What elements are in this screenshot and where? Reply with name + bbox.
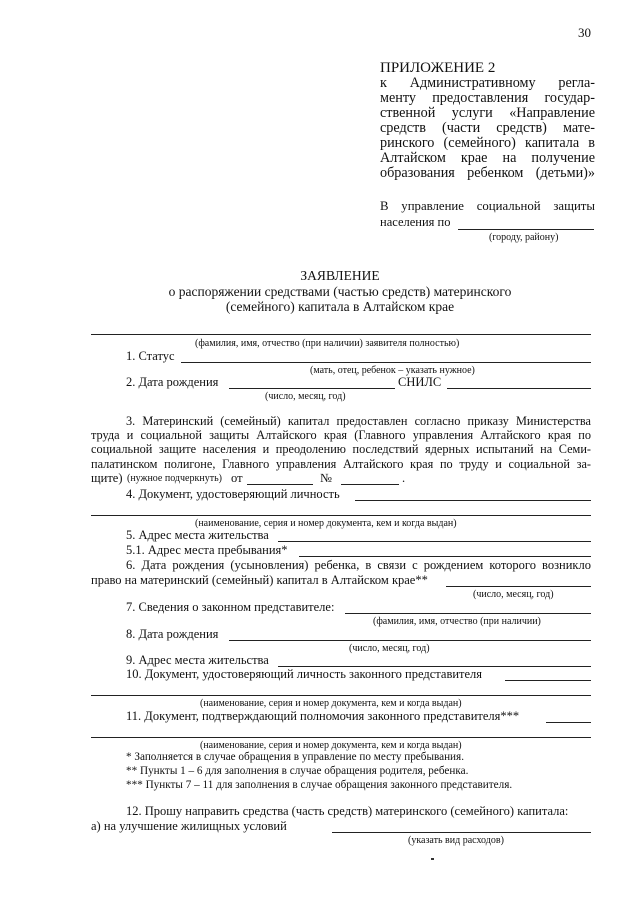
representative-birth-hint: (число, месяц, год) (349, 643, 430, 654)
appendix-line: ственной услуги «Направление (380, 105, 595, 121)
identity-doc-field[interactable] (355, 500, 591, 501)
order-number-label: № (320, 471, 332, 485)
appendix-line: к Административному регла- (380, 75, 595, 91)
appendix-line: средств (части средств) мате- (380, 120, 595, 136)
snils-field[interactable] (447, 388, 591, 389)
footnote: * Заполняется в случае обращения в управление по месту пребывания. (126, 751, 464, 763)
scan-speck (431, 858, 434, 860)
addressee-line: населения по (380, 215, 451, 229)
representative-doc-hint: (наименование, серия и номер документа, кем и когда выдан) (200, 698, 462, 709)
appendix-line: менту предоставления государ- (380, 90, 595, 106)
representative-doc-label: 10. Документ, удостоверяющий личность законного представителя (126, 667, 483, 681)
status-label: 1. Статус (126, 349, 175, 363)
paragraph-line: труда и социальной защиты Алтайского края (Главного управления Алтайского края по (91, 428, 591, 443)
identity-doc-hint: (наименование, серия и номер документа, кем и когда выдан) (195, 518, 457, 529)
representative-doc-field-continuation[interactable] (91, 695, 591, 696)
representative-address-label: 9. Адрес места жительства (126, 653, 269, 667)
page-number: 30 (578, 25, 591, 40)
order-date-label: от (231, 471, 243, 485)
representative-birth-label: 8. Дата рождения (126, 627, 219, 641)
birth-date-field[interactable] (229, 388, 395, 389)
paragraph-line: палатинском полигоне, Главного управления Алтайского края по труду и социальной за- (91, 456, 591, 471)
child-birth-hint: (число, месяц, год) (473, 589, 554, 600)
paragraph-line: щите) (91, 471, 123, 485)
paragraph-line: 3. Материнский (семейный) капитал предоставлен согласно приказу Министерства (126, 414, 591, 428)
request-label: 12. Прошу направить средства (часть средств) материнского (семейного) капитала: (126, 804, 569, 818)
addressee-line: В управление социальной защиты (380, 199, 595, 213)
representative-name-field[interactable] (345, 613, 591, 614)
expense-type-hint: (указать вид расходов) (408, 835, 504, 846)
authority-doc-field[interactable] (546, 722, 591, 723)
capital-grant-paragraph (91, 414, 591, 471)
appendix-line: ринского (семейного) капитала в (380, 135, 595, 151)
residence-address-label: 5. Адрес места жительства (126, 528, 269, 542)
representative-doc-field[interactable] (505, 680, 591, 681)
document-subtitle: (семейного) капитала в Алтайском крае (225, 299, 455, 314)
paragraph-line: социальной защите населения и преодолению последствий ядерных испытаний на Семи- (91, 442, 591, 457)
identity-doc-field-continuation[interactable] (91, 515, 591, 516)
underline-hint: (нужное подчеркнуть) (127, 473, 222, 484)
appendix-line: образования ребенком (детьми)» (380, 165, 595, 181)
document-subtitle: о распоряжении средствами (частью средств) материнского (168, 284, 512, 299)
child-birth-label: 6. Дата рождения (усыновления) ребенка, в связи с рождением которого возникло (126, 558, 591, 572)
status-field[interactable] (181, 362, 591, 363)
appendix-line: Алтайском крае на получение (380, 150, 595, 166)
order-date-field[interactable] (247, 484, 313, 485)
applicant-name-hint: (фамилия, имя, отчество (при наличии) заявителя полностью) (195, 338, 460, 349)
appendix-title: ПРИЛОЖЕНИЕ 2 (380, 60, 496, 76)
stay-address-field[interactable] (299, 556, 591, 557)
stay-address-label: 5.1. Адрес места пребывания* (126, 543, 288, 557)
applicant-name-field[interactable] (91, 334, 591, 335)
child-birth-label-continued: право на материнский (семейный) капитал в Алтайском крае** (91, 573, 428, 587)
order-number-field[interactable] (341, 484, 399, 485)
expense-type-field[interactable] (332, 832, 591, 833)
birth-date-label: 2. Дата рождения (126, 375, 219, 389)
city-field[interactable] (458, 229, 594, 230)
period-mark: . (402, 471, 406, 485)
footnote: ** Пункты 1 – 6 для заполнения в случае обращения родителя, ребенка. (126, 765, 469, 777)
identity-doc-label: 4. Документ, удостоверяющий личность (126, 487, 340, 501)
representative-name-hint: (фамилия, имя, отчество (при наличии) (373, 616, 541, 627)
footnote: *** Пункты 7 – 11 для заполнения в случае обращения законного представителя. (126, 779, 513, 791)
representative-label: 7. Сведения о законном представителе: (126, 600, 335, 614)
snils-label: СНИЛС (398, 375, 442, 389)
authority-doc-field-continuation[interactable] (91, 737, 591, 738)
child-birth-field[interactable] (446, 586, 591, 587)
authority-doc-hint: (наименование, серия и номер документа, кем и когда выдан) (200, 740, 462, 751)
authority-doc-label: 11. Документ, подтверждающий полномочия законного представителя*** (126, 709, 520, 723)
representative-birth-field[interactable] (229, 640, 591, 641)
residence-address-field[interactable] (278, 541, 591, 542)
city-hint: (городу, району) (489, 232, 559, 243)
request-item-a: а) на улучшение жилищных условий (91, 819, 287, 833)
birth-date-hint: (число, месяц, год) (265, 391, 346, 402)
status-hint: (мать, отец, ребенок – указать нужное) (310, 365, 475, 376)
document-title: ЗАЯВЛЕНИЕ (300, 268, 380, 283)
